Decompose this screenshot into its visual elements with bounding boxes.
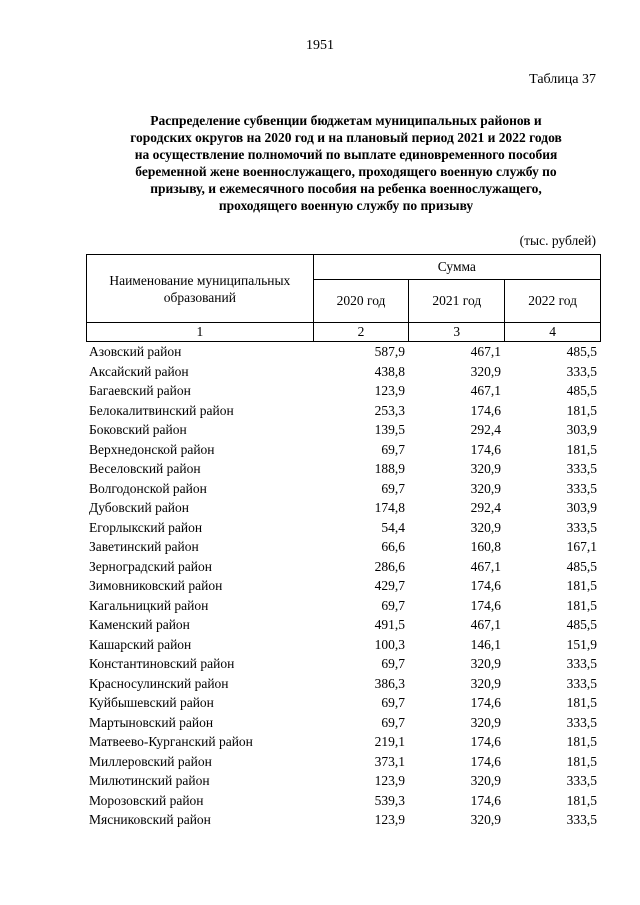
value-2021: 467,1 bbox=[470, 344, 501, 359]
table-row bbox=[86, 420, 601, 440]
value-2022: 485,5 bbox=[566, 383, 597, 398]
value-2022: 181,5 bbox=[566, 441, 597, 457]
value-2022: 303,9 bbox=[566, 422, 597, 437]
municipality-name: Кагальницкий район bbox=[89, 597, 209, 613]
value-2021: 320,9 bbox=[470, 714, 501, 730]
table-row bbox=[86, 771, 601, 791]
table-row bbox=[86, 654, 601, 674]
column-number: 1 bbox=[87, 323, 314, 342]
header-year: 2020 год bbox=[313, 280, 409, 323]
table-row bbox=[86, 635, 601, 655]
value-2021: 467,1 bbox=[470, 617, 501, 632]
municipality-name: Куйбышевский район bbox=[89, 695, 214, 710]
municipality-name: Белокалитвинский район bbox=[89, 402, 234, 418]
value-2020: 54,4 bbox=[381, 519, 405, 535]
value-2020: 139,5 bbox=[374, 422, 405, 437]
value-2022: 181,5 bbox=[566, 753, 597, 769]
header-sum: Сумма bbox=[313, 255, 600, 280]
value-2020: 123,9 bbox=[374, 773, 405, 788]
value-2022: 485,5 bbox=[566, 344, 597, 359]
value-2021: 320,9 bbox=[470, 519, 501, 535]
municipality-name: Мартыновский район bbox=[89, 714, 214, 730]
municipality-name: Матвеево-Курганский район bbox=[89, 734, 253, 749]
municipality-name: Багаевский район bbox=[89, 383, 191, 398]
value-2021: 174,6 bbox=[470, 578, 501, 593]
value-2021: 174,6 bbox=[470, 695, 501, 710]
value-2021: 320,9 bbox=[470, 461, 501, 476]
value-2020: 373,1 bbox=[374, 753, 405, 769]
column-number: 4 bbox=[505, 323, 601, 342]
municipality-name: Милютинский район bbox=[89, 773, 210, 788]
value-2022: 181,5 bbox=[566, 734, 597, 749]
value-2020: 429,7 bbox=[374, 578, 405, 593]
table-row bbox=[86, 576, 601, 596]
title-line: беременной жене военнослужащего, проходящего военную службу по bbox=[135, 164, 557, 179]
table-row bbox=[86, 537, 601, 557]
value-2022: 333,5 bbox=[566, 675, 597, 691]
table-header bbox=[86, 254, 601, 342]
column-number: 2 bbox=[313, 323, 409, 342]
value-2020: 438,8 bbox=[374, 363, 405, 379]
value-2022: 485,5 bbox=[566, 558, 597, 574]
value-2022: 333,5 bbox=[566, 519, 597, 535]
table-row bbox=[86, 518, 601, 538]
value-2022: 485,5 bbox=[566, 617, 597, 632]
value-2022: 333,5 bbox=[566, 714, 597, 730]
value-2021: 320,9 bbox=[470, 812, 501, 827]
municipality-name: Кашарский район bbox=[89, 636, 192, 652]
table-row bbox=[86, 713, 601, 733]
header-year: 2021 год bbox=[409, 280, 505, 323]
value-2022: 303,9 bbox=[566, 500, 597, 515]
value-2021: 174,6 bbox=[470, 402, 501, 418]
title-line: проходящего военную службу по призыву bbox=[218, 198, 474, 213]
value-2022: 333,5 bbox=[566, 812, 597, 827]
title-line: городских округов на 2020 год и на плановый период 2021 и 2022 годов bbox=[130, 130, 562, 145]
value-2022: 151,9 bbox=[566, 636, 597, 652]
table-label: Таблица 37 bbox=[529, 72, 596, 87]
value-2022: 167,1 bbox=[566, 539, 597, 554]
value-2021: 320,9 bbox=[470, 363, 501, 379]
value-2020: 123,9 bbox=[374, 383, 405, 398]
value-2020: 69,7 bbox=[381, 695, 405, 710]
value-2020: 286,6 bbox=[374, 558, 405, 574]
value-2022: 181,5 bbox=[566, 695, 597, 710]
value-2022: 181,5 bbox=[566, 402, 597, 418]
value-2021: 320,9 bbox=[470, 480, 501, 496]
value-2020: 69,7 bbox=[381, 714, 405, 730]
table-row bbox=[86, 498, 601, 518]
table-row bbox=[86, 342, 601, 362]
municipality-name: Константиновский район bbox=[89, 656, 235, 671]
value-2020: 253,3 bbox=[374, 402, 405, 418]
municipality-name: Аксайский район bbox=[89, 363, 189, 379]
title-line: Распределение субвенции бюджетам муниципальных районов и bbox=[150, 113, 542, 128]
page-number: 1951 bbox=[306, 38, 334, 53]
value-2020: 174,8 bbox=[374, 500, 405, 515]
value-2020: 539,3 bbox=[374, 792, 405, 808]
header-year: 2022 год bbox=[505, 280, 601, 323]
table-row bbox=[86, 479, 601, 499]
value-2020: 69,7 bbox=[381, 597, 405, 613]
municipality-name: Красносулинский район bbox=[89, 675, 229, 691]
table-row bbox=[86, 459, 601, 479]
units-label: (тыс. рублей) bbox=[519, 233, 596, 248]
municipality-name: Зерноградский район bbox=[89, 558, 212, 574]
value-2021: 146,1 bbox=[470, 636, 501, 652]
value-2020: 491,5 bbox=[374, 617, 405, 632]
title-line: на осуществление полномочий по выплате единовременного пособия bbox=[134, 147, 558, 162]
value-2020: 100,3 bbox=[374, 636, 405, 652]
table-row bbox=[86, 557, 601, 577]
municipality-name: Волгодонской район bbox=[89, 480, 207, 496]
municipality-name: Веселовский район bbox=[89, 461, 201, 476]
table-row bbox=[86, 362, 601, 382]
value-2021: 174,6 bbox=[470, 597, 501, 613]
value-2020: 123,9 bbox=[374, 812, 405, 827]
municipality-name: Миллеровский район bbox=[89, 753, 212, 769]
value-2021: 174,6 bbox=[470, 792, 501, 808]
value-2022: 333,5 bbox=[566, 656, 597, 671]
data-table bbox=[86, 342, 601, 830]
table-row bbox=[86, 381, 601, 401]
value-2020: 69,7 bbox=[381, 441, 405, 457]
value-2021: 174,6 bbox=[470, 734, 501, 749]
value-2021: 292,4 bbox=[470, 422, 501, 437]
table-row bbox=[86, 440, 601, 460]
data-table-body bbox=[86, 342, 601, 830]
municipality-name: Каменский район bbox=[89, 617, 190, 632]
municipality-name: Азовский район bbox=[89, 344, 182, 359]
value-2021: 320,9 bbox=[470, 773, 501, 788]
value-2022: 181,5 bbox=[566, 792, 597, 808]
value-2020: 188,9 bbox=[374, 461, 405, 476]
value-2020: 587,9 bbox=[374, 344, 405, 359]
value-2021: 174,6 bbox=[470, 753, 501, 769]
municipality-name: Заветинский район bbox=[89, 539, 199, 554]
column-number: 3 bbox=[409, 323, 505, 342]
value-2020: 69,7 bbox=[381, 480, 405, 496]
value-2020: 66,6 bbox=[381, 539, 405, 554]
value-2022: 333,5 bbox=[566, 480, 597, 496]
table-row bbox=[86, 693, 601, 713]
value-2021: 320,9 bbox=[470, 675, 501, 691]
municipality-name: Боковский район bbox=[89, 422, 187, 437]
value-2022: 333,5 bbox=[566, 773, 597, 788]
value-2020: 69,7 bbox=[381, 656, 405, 671]
table-row bbox=[86, 401, 601, 421]
value-2021: 160,8 bbox=[470, 539, 501, 554]
municipality-name: Мясниковский район bbox=[89, 812, 211, 827]
value-2021: 467,1 bbox=[470, 383, 501, 398]
value-2021: 467,1 bbox=[470, 558, 501, 574]
value-2022: 333,5 bbox=[566, 461, 597, 476]
table-row bbox=[86, 791, 601, 811]
value-2022: 181,5 bbox=[566, 578, 597, 593]
municipality-name: Морозовский район bbox=[89, 792, 204, 808]
table-row bbox=[86, 596, 601, 616]
value-2020: 386,3 bbox=[374, 675, 405, 691]
value-2021: 174,6 bbox=[470, 441, 501, 457]
value-2021: 292,4 bbox=[470, 500, 501, 515]
value-2021: 320,9 bbox=[470, 656, 501, 671]
table-row bbox=[86, 732, 601, 752]
header-name-column: Наименование муниципальных образований bbox=[87, 255, 314, 323]
municipality-name: Егорлыкский район bbox=[89, 519, 203, 535]
title-line: призыву, и ежемесячного пособия на ребенка военнослужащего, bbox=[150, 181, 542, 196]
municipality-name: Дубовский район bbox=[89, 500, 190, 515]
value-2022: 181,5 bbox=[566, 597, 597, 613]
table-row bbox=[86, 615, 601, 635]
table-row bbox=[86, 810, 601, 830]
table-row bbox=[86, 752, 601, 772]
municipality-name: Зимовниковский район bbox=[89, 578, 223, 593]
table-row bbox=[86, 674, 601, 694]
value-2020: 219,1 bbox=[374, 734, 405, 749]
municipality-name: Верхнедонской район bbox=[89, 441, 215, 457]
document-title bbox=[86, 112, 606, 214]
value-2022: 333,5 bbox=[566, 363, 597, 379]
